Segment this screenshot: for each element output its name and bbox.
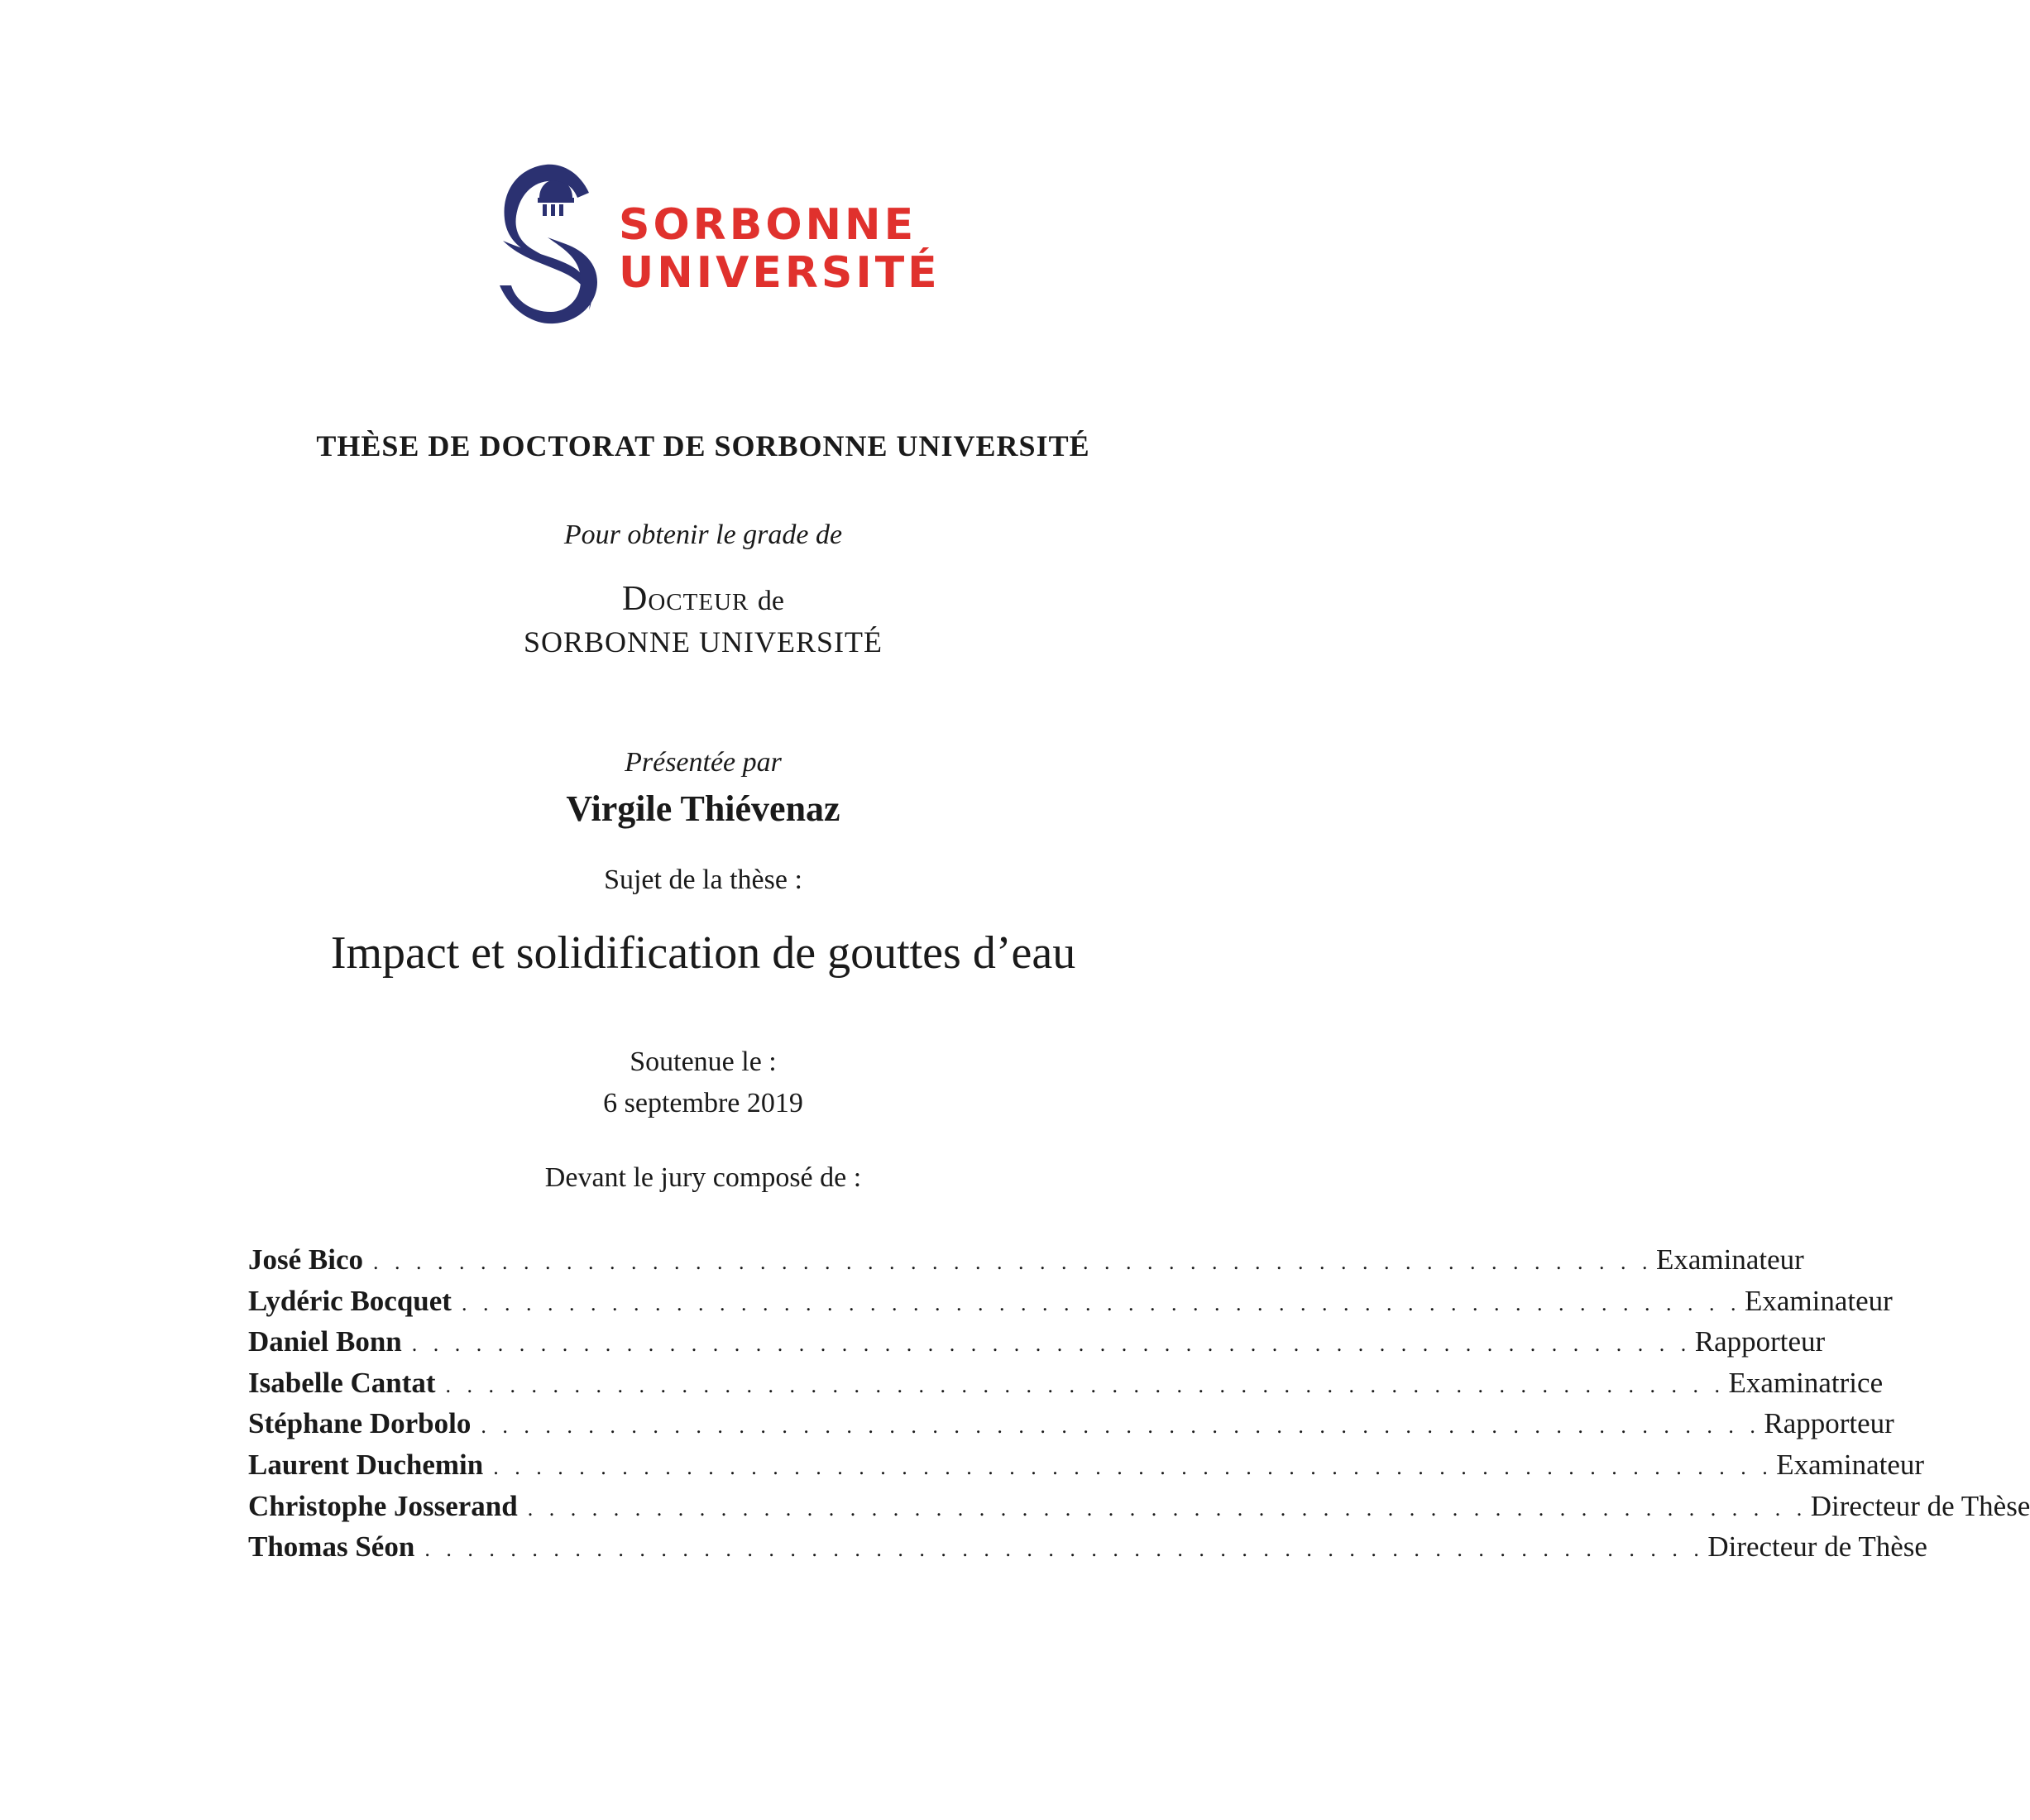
logo-line-2: UNIVERSITÉ (619, 248, 941, 298)
jury-row (248, 1486, 2030, 1527)
degree-connector: de (757, 586, 784, 616)
jury-member-name: Lydéric Bocquet (248, 1284, 452, 1317)
jury-intro: Devant le jury composé de : (544, 1162, 862, 1193)
presented-intro: Présentée par (625, 747, 782, 778)
leader-dots: . . . . . . . . . . . . . . . . . . . . . . . . . . . . . . . . . . . . . . . . . . . . . . . . . . . . . . . . . . . . (527, 1496, 1807, 1521)
jury-row (248, 1363, 1884, 1404)
subject-intro: Sujet de la thèse : (604, 864, 802, 895)
logo-wordmark (619, 201, 941, 297)
thesis-title: Impact et solidification de gouttes d’eau (330, 927, 1076, 979)
jury-member-role: Rapporteur (1764, 1407, 1894, 1440)
grade-intro: Pour obtenir le grade de (563, 520, 843, 550)
jury-member-name: Stéphane Dorbolo (248, 1407, 472, 1440)
defense-intro: Soutenue le : (630, 1046, 777, 1077)
jury-row (248, 1281, 1893, 1322)
jury-member-role: Rapporteur (1694, 1325, 1826, 1358)
jury-member-name: José Bico (248, 1243, 364, 1276)
jury-list (248, 1239, 2030, 1568)
jury-member-name: Laurent Duchemin (248, 1448, 484, 1481)
leader-dots: . . . . . . . . . . . . . . . . . . . . . . . . . . . . . . . . . . . . . . . . . . . . . . . . . . . . . . . . . . . . (461, 1291, 1741, 1315)
defense-date: 6 septembre 2019 (603, 1088, 803, 1118)
degree-institution: SORBONNE UNIVERSITÉ (523, 625, 883, 659)
author-name: Virgile Thiévenaz (566, 788, 840, 829)
sorbonne-s-dome-logo-icon (496, 161, 604, 327)
logo-line-1: SORBONNE (619, 200, 917, 250)
jury-member-name: Daniel Bonn (248, 1325, 402, 1358)
degree-name: Docteur (622, 580, 749, 618)
thesis-heading: THÈSE DE DOCTORAT DE SORBONNE UNIVERSITÉ (316, 429, 1090, 462)
jury-row (248, 1526, 1927, 1568)
jury-member-role: Directeur de Thèse (1707, 1530, 1927, 1564)
university-logo (496, 161, 941, 327)
jury-member-name: Isabelle Cantat (248, 1366, 436, 1399)
leader-dots: . . . . . . . . . . . . . . . . . . . . . . . . . . . . . . . . . . . . . . . . . . . . . . . . . . . . . . . . . . . . (411, 1332, 1692, 1357)
jury-member-name: Thomas Séon (248, 1530, 415, 1564)
leader-dots: . . . . . . . . . . . . . . . . . . . . . . . . . . . . . . . . . . . . . . . . . . . . . . . . . . . . . . . . . . . . (493, 1454, 1774, 1479)
jury-row (248, 1444, 1925, 1486)
leader-dots: . . . . . . . . . . . . . . . . . . . . . . . . . . . . . . . . . . . . . . . . . . . . . . . . . . . . . . . . . . . . (445, 1372, 1726, 1397)
jury-member-role: Examinateur (1656, 1243, 1804, 1276)
jury-member-role: Examinateur (1776, 1448, 1925, 1481)
leader-dots: . . . . . . . . . . . . . . . . . . . . . . . . . . . . . . . . . . . . . . . . . . . . . . . . . . . . . . . . . . . . (373, 1250, 1654, 1274)
jury-member-name: Christophe Josserand (248, 1489, 518, 1522)
degree-title (0, 579, 1406, 619)
jury-member-role: Examinateur (1744, 1284, 1893, 1317)
leader-dots: . . . . . . . . . . . . . . . . . . . . . . . . . . . . . . . . . . . . . . . . . . . . . . . . . . . . . . . . . . . . (481, 1414, 1761, 1439)
jury-row (248, 1403, 1894, 1444)
jury-row (248, 1321, 1826, 1363)
jury-member-role: Directeur de Thèse (1810, 1489, 2030, 1522)
jury-row (248, 1239, 1804, 1281)
leader-dots: . . . . . . . . . . . . . . . . . . . . . . . . . . . . . . . . . . . . . . . . . . . . . . . . . . . . . . . . . . . . (424, 1537, 1705, 1562)
jury-member-role: Examinatrice (1728, 1366, 1884, 1399)
